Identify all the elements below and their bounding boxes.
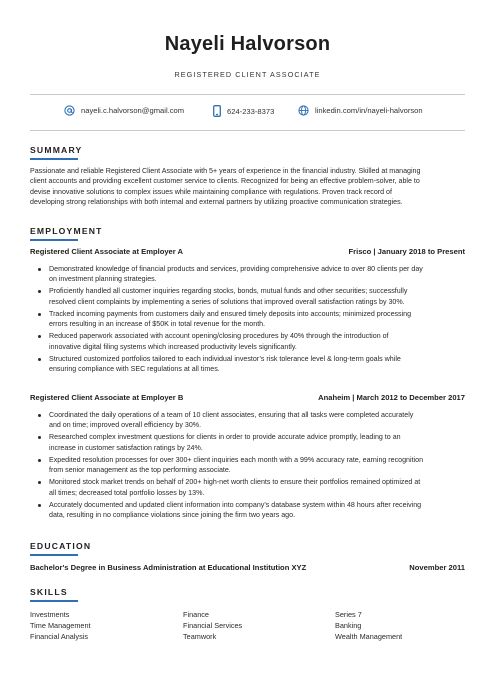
job-bullets xyxy=(38,264,466,376)
bullet-item: Tracked incoming payments from customers daily and ensured timely deposits into accounts; minimized processing errors resulting in an increase of $50K in total revenue for the month. xyxy=(38,309,466,330)
phone-text: 624-233-8373 xyxy=(227,106,275,116)
job-title-subtitle: REGISTERED CLIENT ASSOCIATE xyxy=(174,70,321,79)
bullet-item: Monitored stock market trends on behalf of 200+ high-net worth clients to ensure their portfolios remained optimized at all times; decreased total portfolio losses by 13%. xyxy=(38,477,466,498)
header-divider-bottom xyxy=(30,130,465,131)
summary-heading: SUMMARY xyxy=(30,145,83,155)
summary-line: developing strong relationships with both internal and external partners by utilizing proactive communication strategies. xyxy=(30,198,403,207)
phone-icon xyxy=(213,105,221,117)
skill-item: Finance xyxy=(183,610,209,619)
skill-item: Financial Services xyxy=(183,621,243,630)
job-location-dates: Anaheim | March 2012 to December 2017 xyxy=(318,393,465,402)
employment-heading: EMPLOYMENT xyxy=(30,226,103,236)
bullet-item: Reduced paperwork associated with account opening/closing procedures by 40% through the introduction of innovative digital filing systems which increased productivity levels significantly. xyxy=(38,331,466,352)
skill-item: Financial Analysis xyxy=(30,632,88,641)
job-header xyxy=(30,247,465,258)
contact-bar xyxy=(0,105,495,119)
bullet-item: Coordinated the daily operations of a team of 10 client associates, ensuring that all tasks were completed accurately and on time; improved overall efficiency by 30%. xyxy=(38,410,466,431)
education-heading: EDUCATION xyxy=(30,541,92,551)
contact-linkedin[interactable] xyxy=(298,105,423,116)
globe-icon xyxy=(298,105,309,116)
skill-item: Time Management xyxy=(30,621,91,630)
skills-column xyxy=(183,609,328,642)
summary-line: Passionate and reliable Registered Client Associate with 5+ years of experience in the financial industry. Skilled at managing xyxy=(30,167,421,175)
skills-column xyxy=(335,609,480,642)
skill-item: Series 7 xyxy=(335,610,362,619)
skill-item: Wealth Management xyxy=(335,632,403,641)
skill-item: Investments xyxy=(30,610,70,619)
skills-column xyxy=(30,609,175,642)
employment-underline xyxy=(30,239,78,241)
skill-item: Banking xyxy=(335,621,362,630)
summary-line: devise innovative solutions to complex issues while maintaining compliance with regulations. Proven track record of xyxy=(30,187,392,196)
header-divider-top xyxy=(30,94,465,95)
skills-underline xyxy=(30,600,78,602)
candidate-name: Nayeli Halvorson xyxy=(164,33,331,55)
skills-heading: SKILLS xyxy=(30,587,68,597)
bullet-item: Proficiently handled all customer inquiries regarding stocks, bonds, mutual funds and other securities; successfully resolved client complaints by implementing a series of solutions that improved overall satisfaction ratings by 30%. xyxy=(38,286,466,307)
job-header xyxy=(30,393,465,404)
job-location-dates: Frisco | January 2018 to Present xyxy=(348,247,465,256)
job-bullets xyxy=(38,410,466,522)
job-title: Registered Client Associate at Employer A xyxy=(30,247,184,256)
skill-item: Teamwork xyxy=(183,632,217,641)
education-underline xyxy=(30,554,78,556)
bullet-item: Expedited resolution processes for over 300+ client inquiries each month with a 99% accuracy rate, earning recognition from senior management as the top performing associate. xyxy=(38,455,466,476)
summary-underline xyxy=(30,158,78,160)
education-entry xyxy=(30,563,465,574)
summary-text xyxy=(30,166,466,208)
graduation-date: November 2011 xyxy=(409,563,465,572)
bullet-item: Accurately documented and updated client information into company’s database system within 48 hours after receiving data, resulting in no compliance violations since joining the firm two years ago. xyxy=(38,500,466,521)
bullet-item: Demonstrated knowledge of financial products and services, providing comprehensive advice to over 80 clients per day on investment planning strategies. xyxy=(38,264,466,285)
degree-text: Bachelor's Degree in Business Administration at Educational Institution XYZ xyxy=(30,563,307,572)
email-text: nayeli.c.halvorson@gmail.com xyxy=(81,106,185,115)
job-title: Registered Client Associate at Employer B xyxy=(30,393,184,402)
linkedin-text: linkedin.com/in/nayeli-halvorson xyxy=(315,106,423,115)
bullet-item: Structured customized portfolios tailored to each individual investor’s risk tolerance level & long-term goals while ensuring compliance with SEC regulations at all times. xyxy=(38,354,466,375)
contact-email[interactable] xyxy=(64,105,184,116)
bullet-item: Researched complex investment questions for clients in order to provide accurate advice promptly, leading to an increase in customer satisfaction ratings by 24%. xyxy=(38,432,466,453)
contact-phone[interactable] xyxy=(213,105,274,117)
summary-line: client accounts and providing excellent customer service to clients. Recognized for being an effective problem-solver, able to xyxy=(30,177,420,186)
at-icon xyxy=(64,105,75,116)
